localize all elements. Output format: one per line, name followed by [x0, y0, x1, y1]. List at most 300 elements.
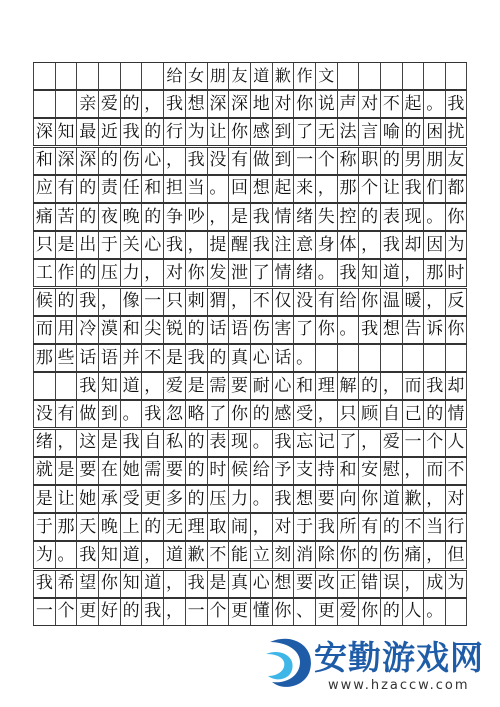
grid-cell: 锐 — [163, 317, 185, 343]
grid-cell: 吵 — [185, 204, 207, 230]
grid-cell: 给 — [337, 289, 359, 315]
grid-cell — [358, 63, 380, 89]
grid-cell: 心 — [250, 345, 272, 371]
grid-cell: 只 — [337, 401, 359, 427]
grid-cell: 都 — [445, 176, 467, 202]
title-row — [33, 62, 467, 90]
grid-cell — [445, 63, 467, 89]
grid-cell: 泄 — [228, 260, 250, 286]
grid-cell: 回 — [228, 176, 250, 202]
grid-cell: 应 — [33, 176, 55, 202]
grid-cell: 是 — [185, 373, 207, 399]
grid-cell: ， — [358, 232, 380, 258]
grid-cell: 。 — [250, 486, 272, 512]
grid-cell: 知 — [358, 260, 380, 286]
grid-cell: 为 — [33, 542, 55, 568]
grid-cell: 多 — [163, 486, 185, 512]
grid-cell: 没 — [293, 289, 315, 315]
grid-cell: 我 — [250, 204, 272, 230]
grid-cell: 所 — [337, 514, 359, 540]
grid-cell: 的 — [98, 148, 120, 174]
grid-cell: 。 — [423, 204, 445, 230]
grid-cell: 痛 — [33, 204, 55, 230]
grid-cell — [315, 345, 337, 371]
essay-line-row — [33, 147, 467, 175]
grid-cell: 真 — [228, 571, 250, 597]
grid-cell: 情 — [272, 204, 294, 230]
grid-cell: 对 — [163, 260, 185, 286]
essay-line-row — [33, 570, 467, 598]
grid-cell: 那 — [33, 345, 55, 371]
grid-cell: 尖 — [141, 317, 163, 343]
grid-cell: 时 — [207, 458, 229, 484]
grid-cell: 害 — [272, 317, 294, 343]
grid-cell: 想 — [293, 486, 315, 512]
grid-cell: ， — [163, 148, 185, 174]
grid-cell: 友 — [445, 148, 467, 174]
grid-cell: 压 — [207, 486, 229, 512]
grid-cell: 道 — [250, 63, 272, 89]
grid-cell: ， — [228, 289, 250, 315]
grid-cell: 醒 — [228, 232, 250, 258]
grid-cell: 我 — [337, 260, 359, 286]
grid-cell: 不 — [250, 289, 272, 315]
essay-line-row — [33, 288, 467, 316]
grid-cell: 情 — [445, 401, 467, 427]
grid-cell: 自 — [141, 430, 163, 456]
grid-cell: 发 — [207, 260, 229, 286]
grid-cell: 我 — [76, 373, 98, 399]
grid-cell: 的 — [207, 345, 229, 371]
essay-line-row — [33, 541, 467, 569]
grid-cell: 不 — [445, 458, 467, 484]
grid-cell: 有 — [315, 289, 337, 315]
grid-cell: 好 — [98, 599, 120, 625]
grid-cell: 并 — [120, 345, 142, 371]
grid-cell: 身 — [315, 232, 337, 258]
grid-cell: 顾 — [358, 401, 380, 427]
grid-cell — [402, 63, 424, 89]
grid-cell: 的 — [380, 514, 402, 540]
grid-cell — [120, 63, 142, 89]
grid-cell: 到 — [272, 148, 294, 174]
grid-cell: 职 — [358, 148, 380, 174]
grid-cell: 的 — [380, 148, 402, 174]
grid-cell: 提 — [207, 232, 229, 258]
grid-cell: 告 — [402, 317, 424, 343]
grid-cell: 的 — [358, 204, 380, 230]
grid-cell: 道 — [163, 542, 185, 568]
grid-cell: 痛 — [402, 542, 424, 568]
grid-cell: 行 — [163, 119, 185, 145]
grid-cell: 友 — [228, 63, 250, 89]
grid-cell: 闹 — [228, 514, 250, 540]
grid-cell: 那 — [337, 176, 359, 202]
grid-cell: 于 — [33, 514, 55, 540]
grid-cell: 话 — [272, 345, 294, 371]
grid-cell: 。 — [207, 176, 229, 202]
grid-cell: 失 — [315, 204, 337, 230]
grid-cell: 没 — [207, 148, 229, 174]
grid-cell: 因 — [423, 232, 445, 258]
grid-cell — [380, 345, 402, 371]
grid-cell: 绪 — [293, 204, 315, 230]
grid-cell: 起 — [402, 91, 424, 117]
grid-cell: 忘 — [293, 430, 315, 456]
grid-cell: ， — [250, 514, 272, 540]
grid-cell — [76, 63, 98, 89]
grid-cell: 情 — [272, 260, 294, 286]
grid-cell: 晚 — [120, 204, 142, 230]
grid-cell: 行 — [445, 514, 467, 540]
grid-cell: 是 — [98, 430, 120, 456]
grid-cell: 。 — [55, 542, 77, 568]
grid-cell: 有 — [55, 176, 77, 202]
grid-cell: 不 — [402, 514, 424, 540]
grid-cell: 对 — [445, 486, 467, 512]
grid-cell: 。 — [120, 401, 142, 427]
grid-cell: ， — [185, 232, 207, 258]
grid-cell: 出 — [76, 232, 98, 258]
grid-cell: ， — [402, 458, 424, 484]
grid-cell: 话 — [207, 317, 229, 343]
grid-cell: 你 — [337, 542, 359, 568]
grid-cell: 你 — [98, 571, 120, 597]
grid-cell: 我 — [185, 571, 207, 597]
grid-cell: 想 — [185, 91, 207, 117]
grid-cell: 让 — [55, 486, 77, 512]
grid-cell: 于 — [98, 232, 120, 258]
grid-cell: 予 — [272, 458, 294, 484]
grid-cell: 让 — [207, 119, 229, 145]
grid-cell: 绪 — [33, 430, 55, 456]
grid-cell: 想 — [272, 571, 294, 597]
grid-cell: 深 — [33, 119, 55, 145]
grid-cell: 反 — [445, 289, 467, 315]
grid-cell: 误 — [380, 571, 402, 597]
grid-cell: 了 — [337, 430, 359, 456]
grid-cell: 是 — [55, 232, 77, 258]
grid-cell: 和 — [120, 317, 142, 343]
grid-cell: 歉 — [402, 486, 424, 512]
grid-cell: 让 — [380, 176, 402, 202]
grid-cell: 注 — [272, 232, 294, 258]
essay-line-row — [33, 344, 467, 372]
grid-cell: 个 — [315, 148, 337, 174]
grid-cell: 却 — [402, 232, 424, 258]
grid-cell: 我 — [185, 148, 207, 174]
grid-cell: 法 — [337, 119, 359, 145]
grid-cell: 当 — [185, 176, 207, 202]
grid-cell: ， — [141, 542, 163, 568]
grid-cell: 为 — [445, 571, 467, 597]
grid-cell: 只 — [163, 289, 185, 315]
grid-cell: 立 — [250, 542, 272, 568]
grid-cell: 个 — [423, 430, 445, 456]
grid-cell: 刺 — [185, 289, 207, 315]
grid-cell: 我 — [380, 232, 402, 258]
grid-cell: 责 — [98, 176, 120, 202]
grid-cell: 争 — [163, 204, 185, 230]
grid-cell: 向 — [337, 486, 359, 512]
grid-cell: 私 — [163, 430, 185, 456]
grid-cell: 要 — [315, 486, 337, 512]
grid-cell: 的 — [76, 176, 98, 202]
grid-cell: 我 — [120, 430, 142, 456]
grid-cell: 个 — [55, 599, 77, 625]
grid-cell: 猬 — [207, 289, 229, 315]
grid-cell: 的 — [185, 486, 207, 512]
grid-cell: 了 — [207, 401, 229, 427]
grid-cell: 你 — [358, 486, 380, 512]
grid-cell: ， — [55, 430, 77, 456]
grid-cell: 成 — [423, 571, 445, 597]
essay-line-row — [33, 175, 467, 203]
grid-cell: 需 — [141, 458, 163, 484]
grid-cell: 有 — [55, 401, 77, 427]
site-url: www.hzaccw.com — [328, 678, 470, 693]
essay-line-row — [33, 598, 467, 626]
grid-cell: 我 — [423, 373, 445, 399]
grid-cell — [141, 63, 163, 89]
grid-cell: 语 — [98, 345, 120, 371]
grid-cell: 。 — [250, 430, 272, 456]
grid-cell: 苦 — [55, 204, 77, 230]
grid-cell: 暖 — [402, 289, 424, 315]
grid-cell: 的 — [185, 317, 207, 343]
grid-cell: 近 — [98, 119, 120, 145]
grid-cell: 那 — [55, 514, 77, 540]
grid-cell: 的 — [76, 260, 98, 286]
essay-line-row — [33, 372, 467, 400]
grid-cell: 上 — [120, 514, 142, 540]
grid-cell — [33, 91, 55, 117]
grid-cell: 困 — [423, 119, 445, 145]
grid-cell: ， — [423, 542, 445, 568]
grid-cell: 望 — [76, 571, 98, 597]
grid-cell: 要 — [228, 373, 250, 399]
grid-cell: 晚 — [98, 514, 120, 540]
grid-cell: 心 — [141, 232, 163, 258]
grid-cell: 能 — [228, 542, 250, 568]
grid-cell: 的 — [185, 430, 207, 456]
grid-cell: 和 — [33, 148, 55, 174]
grid-cell: 伤 — [120, 148, 142, 174]
grid-cell: 朋 — [207, 63, 229, 89]
grid-cell — [33, 63, 55, 89]
grid-cell: 来 — [293, 176, 315, 202]
grid-cell: 人 — [445, 430, 467, 456]
grid-cell: 现 — [402, 204, 424, 230]
grid-cell: 她 — [120, 458, 142, 484]
grid-cell: 声 — [337, 91, 359, 117]
grid-cell: 当 — [423, 514, 445, 540]
grid-cell: 却 — [445, 373, 467, 399]
grid-cell: 道 — [141, 571, 163, 597]
grid-cell: 道 — [120, 373, 142, 399]
grid-cell: 个 — [207, 599, 229, 625]
grid-cell: 而 — [33, 317, 55, 343]
grid-cell: 爱 — [163, 373, 185, 399]
grid-cell: 。 — [337, 317, 359, 343]
grid-cell: 希 — [55, 571, 77, 597]
grid-cell — [445, 345, 467, 371]
grid-cell: 我 — [76, 542, 98, 568]
grid-cell: 感 — [250, 119, 272, 145]
grid-cell: 我 — [272, 486, 294, 512]
grid-cell: 真 — [228, 345, 250, 371]
grid-cell: 更 — [228, 599, 250, 625]
grid-cell: 有 — [228, 148, 250, 174]
grid-cell: 候 — [33, 289, 55, 315]
grid-cell: 人 — [402, 599, 424, 625]
grid-cell: 我 — [163, 91, 185, 117]
grid-cell: 为 — [185, 119, 207, 145]
grid-cell: 和 — [293, 373, 315, 399]
grid-cell — [402, 345, 424, 371]
grid-cell: 的 — [141, 119, 163, 145]
grid-cell: 我 — [358, 317, 380, 343]
grid-cell: 时 — [445, 260, 467, 286]
grid-cell: 改 — [315, 571, 337, 597]
grid-cell — [55, 63, 77, 89]
grid-cell — [358, 345, 380, 371]
grid-cell: 你 — [315, 317, 337, 343]
grid-cell: 支 — [293, 458, 315, 484]
grid-cell: 而 — [423, 458, 445, 484]
swirl-logo-icon — [262, 632, 318, 692]
grid-cell: 称 — [337, 148, 359, 174]
grid-cell — [33, 373, 55, 399]
grid-cell: 关 — [120, 232, 142, 258]
grid-cell: 温 — [380, 289, 402, 315]
grid-cell: 你 — [445, 317, 467, 343]
grid-cell: 于 — [293, 514, 315, 540]
essay-line-row — [33, 457, 467, 485]
grid-cell: 对 — [358, 91, 380, 117]
grid-cell: 语 — [228, 317, 250, 343]
grid-cell: ， — [98, 289, 120, 315]
grid-cell: 做 — [250, 148, 272, 174]
grid-cell: 对 — [272, 514, 294, 540]
grid-cell: 没 — [33, 401, 55, 427]
grid-cell: ， — [402, 260, 424, 286]
grid-cell: 歉 — [272, 63, 294, 89]
grid-cell: 们 — [423, 176, 445, 202]
grid-cell: 现 — [228, 430, 250, 456]
grid-cell: 我 — [185, 345, 207, 371]
grid-cell: 到 — [98, 401, 120, 427]
grid-cell: 承 — [98, 486, 120, 512]
grid-cell: ， — [423, 486, 445, 512]
grid-cell: 的 — [358, 542, 380, 568]
grid-cell: 知 — [98, 373, 120, 399]
grid-cell: 朋 — [423, 148, 445, 174]
grid-cell: 知 — [120, 571, 142, 597]
grid-cell: 心 — [141, 148, 163, 174]
grid-cell: 正 — [337, 571, 359, 597]
grid-cell: 是 — [228, 204, 250, 230]
grid-cell: 是 — [33, 486, 55, 512]
grid-cell: 爱 — [98, 91, 120, 117]
grid-cell: 冷 — [76, 317, 98, 343]
site-name: 安勤游戏网 — [314, 638, 484, 677]
grid-cell: 。 — [315, 260, 337, 286]
grid-cell: 扰 — [445, 119, 467, 145]
grid-cell: 给 — [250, 458, 272, 484]
grid-cell: 的 — [141, 204, 163, 230]
grid-cell: 你 — [185, 260, 207, 286]
grid-cell: 要 — [293, 571, 315, 597]
grid-cell: 诉 — [423, 317, 445, 343]
grid-cell: 的 — [185, 458, 207, 484]
essay-line-row — [33, 513, 467, 541]
essay-line-row — [33, 429, 467, 457]
grid-cell: 我 — [33, 571, 55, 597]
grid-cell: ， — [163, 571, 185, 597]
grid-cell: 但 — [445, 542, 467, 568]
grid-cell: 想 — [250, 176, 272, 202]
grid-cell: 天 — [76, 514, 98, 540]
grid-cell: 的 — [55, 289, 77, 315]
grid-cell: 需 — [207, 373, 229, 399]
grid-cell: 言 — [358, 119, 380, 145]
grid-cell: ， — [358, 430, 380, 456]
grid-cell: 个 — [358, 176, 380, 202]
essay-line-row — [33, 485, 467, 513]
grid-cell: 喻 — [380, 119, 402, 145]
grid-cell: 是 — [163, 345, 185, 371]
grid-cell: 力 — [120, 260, 142, 286]
grid-cell — [423, 63, 445, 89]
grid-cell: 深 — [55, 148, 77, 174]
grid-cell — [55, 373, 77, 399]
grid-cell: 略 — [185, 401, 207, 427]
grid-cell: 除 — [315, 542, 337, 568]
grid-cell: 受 — [293, 401, 315, 427]
grid-cell: 夜 — [98, 204, 120, 230]
grid-cell: 爱 — [337, 599, 359, 625]
essay-line-row — [33, 400, 467, 428]
grid-cell: 最 — [76, 119, 98, 145]
grid-cell: 知 — [98, 542, 120, 568]
grid-cell: 在 — [98, 458, 120, 484]
grid-cell: 解 — [337, 373, 359, 399]
essay-line-row — [33, 316, 467, 344]
grid-cell: 你 — [228, 401, 250, 427]
grid-cell — [337, 63, 359, 89]
grid-cell: 深 — [207, 91, 229, 117]
grid-cell: 深 — [228, 91, 250, 117]
grid-cell: 伤 — [380, 542, 402, 568]
grid-cell: ， — [315, 176, 337, 202]
grid-cell: 道 — [380, 486, 402, 512]
grid-cell: 力 — [228, 486, 250, 512]
grid-cell: 记 — [315, 430, 337, 456]
grid-cell: 不 — [141, 345, 163, 371]
grid-cell: 更 — [76, 599, 98, 625]
grid-cell: 道 — [120, 542, 142, 568]
grid-cell: 无 — [315, 119, 337, 145]
grid-cell: 理 — [185, 514, 207, 540]
grid-cell: 是 — [55, 458, 77, 484]
grid-cell: 只 — [33, 232, 55, 258]
essay-line-row — [33, 90, 467, 118]
grid-cell: 你 — [358, 599, 380, 625]
grid-cell: 我 — [445, 91, 467, 117]
grid-cell: 自 — [380, 401, 402, 427]
grid-cell: 你 — [272, 599, 294, 625]
